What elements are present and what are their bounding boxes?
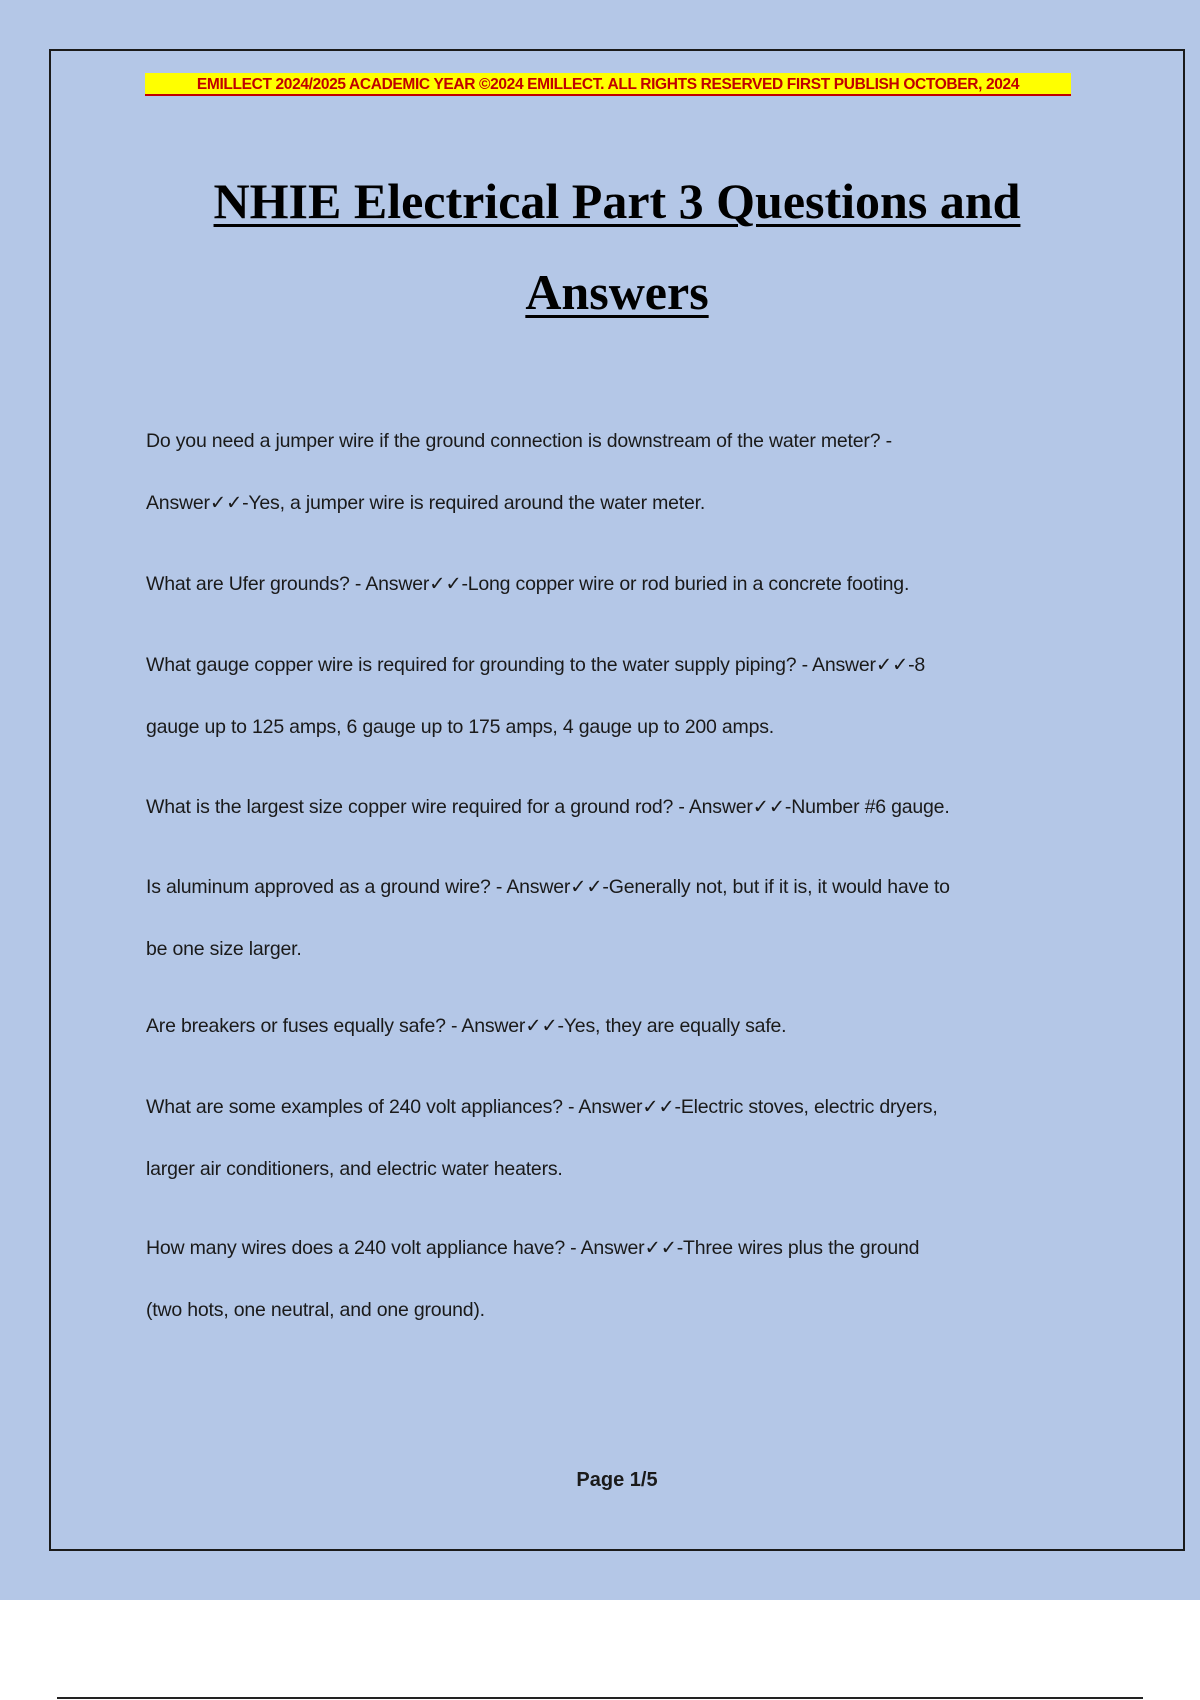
qa-answer-line: be one size larger. <box>146 938 302 960</box>
qa-question-line: What are some examples of 240 volt appliances? - Answer✓✓-Electric stoves, electric dryers, <box>146 1096 938 1118</box>
qa-question-line: How many wires does a 240 volt appliance have? - Answer✓✓-Three wires plus the ground <box>146 1237 920 1259</box>
qa-answer-line: larger air conditioners, and electric water heaters. <box>146 1158 563 1180</box>
copyright-banner: EMILLECT 2024/2025 ACADEMIC YEAR ©2024 EMILLECT. ALL RIGHTS RESERVED FIRST PUBLISH OCTOBER, 2024 <box>145 73 1071 96</box>
qa-item-jumper-wire <box>146 410 1096 534</box>
qa-item-240-volt-appliances <box>146 1076 1096 1200</box>
qa-item-breakers-fuses <box>146 995 1096 1057</box>
qa-item-ground-rod <box>146 776 1096 838</box>
qa-item-copper-gauge <box>146 634 1096 758</box>
document-title-line-2: Answers <box>525 264 709 320</box>
qa-answer-line: (two hots, one neutral, and one ground). <box>146 1299 485 1321</box>
qa-question-line: Are breakers or fuses equally safe? - Answer✓✓-Yes, they are equally safe. <box>146 1015 787 1037</box>
qa-item-ufer-grounds <box>146 553 1096 615</box>
page-number: Page 1/5 <box>576 1469 658 1491</box>
qa-question-line: What gauge copper wire is required for grounding to the water supply piping? - Answer✓✓-8 <box>146 654 926 676</box>
qa-answer-line: Answer✓✓-Yes, a jumper wire is required around the water meter. <box>146 492 706 514</box>
qa-item-aluminum-ground <box>146 856 1096 980</box>
qa-question-line: What is the largest size copper wire required for a ground rod? - Answer✓✓-Number #6 gauge. <box>146 796 950 818</box>
qa-question-line: What are Ufer grounds? - Answer✓✓-Long copper wire or rod buried in a concrete footing. <box>146 573 910 595</box>
qa-question-line: Is aluminum approved as a ground wire? - Answer✓✓-Generally not, but if it is, it would have to <box>146 876 950 898</box>
qa-item-240-volt-wires <box>146 1217 1096 1341</box>
qa-answer-line: gauge up to 125 amps, 6 gauge up to 175 amps, 4 gauge up to 200 amps. <box>146 716 775 738</box>
document-title-line-1: NHIE Electrical Part 3 Questions and <box>213 173 1021 229</box>
qa-question-line: Do you need a jumper wire if the ground connection is downstream of the water meter? - <box>146 430 892 452</box>
bottom-divider <box>57 1697 1143 1699</box>
